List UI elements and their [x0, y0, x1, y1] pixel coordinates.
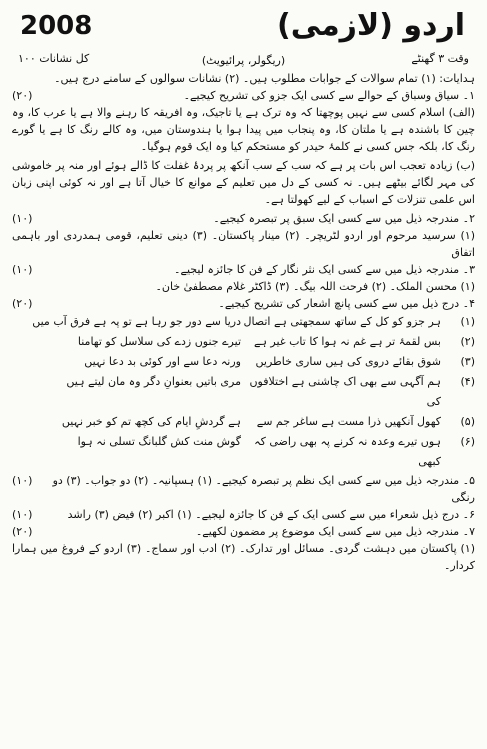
verse-number: (۱) — [460, 315, 475, 328]
verse-first-line: بس لقمۂ تر ہے غم نہ ہوا کا تاب غیر ہے — [254, 335, 441, 348]
verse-second-line: تیرے جنوں زدے کی سلاسل کو تھامنا — [77, 335, 241, 348]
verse-first-line: کھول آنکھیں ذرا مست ہے ساغر جم سے — [256, 415, 441, 428]
verse-number: (۶) — [460, 435, 475, 448]
verse-first-line: ہر جزو کو کل کے ساتھ سمجھتی ہے اتصال — [243, 315, 441, 328]
q4-marks: (۲۰) — [12, 297, 33, 310]
q5-heading — [12, 472, 475, 506]
q4-prompt: ۴۔ درج ذیل میں سے کسی پانچ اشعار کی تشریح کیجیے۔ — [218, 297, 475, 310]
instructions: ہدایات: (۱) تمام سوالات کے جوابات مطلوب ہیں۔ (۲) نشانات سوالوں کے سامنے درج ہیں۔ — [54, 72, 475, 85]
verse-first-line: شوق بقائے دروی کی ہیں ساری خاطریں — [255, 355, 441, 368]
verse-number: (۳) — [460, 355, 475, 368]
q2-heading — [12, 210, 475, 227]
verse-row — [12, 352, 475, 372]
q6-marks: (۱۰) — [12, 508, 33, 521]
q3-options: (۱) محسن الملک۔ (۲) فرحت اللہ بیگ۔ (۳) ڈاکٹر غلام مصطفیٰ خان۔ — [155, 280, 475, 293]
verse-number: (۵) — [460, 415, 475, 428]
q5-marks: (۱۰) — [12, 474, 33, 487]
q6-heading — [12, 506, 475, 523]
exam-type: (ریگولر، پرائیویٹ) — [201, 54, 286, 67]
q2-marks: (۱۰) — [12, 212, 33, 225]
q3-heading — [12, 261, 475, 278]
q1-passage-b: (ب) زیادہ تعجب اس بات پر ہے کہ سب کے سب آنکھ پر پردۂ غفلت کا ڈالے ہوئے اور منہ پر خاموشی کی مہر لگائے بیٹھے ہیں۔ نہ کسی کے دل میں تعلیم کے موانع کا خیال آتا ہے اور نہ کوئی اپنی زبان اس علمی تنزلات کے اسباب کے لیے کھولتا ہے۔ — [12, 159, 475, 206]
verse-number: (۴) — [460, 375, 475, 388]
verse-second-line: ورنہ دعا سے اور کوئی بد دعا نہیں — [84, 355, 241, 368]
verse-row — [12, 412, 475, 432]
verse-first-line: ہم آگہی سے بھی اک چاشنی ہے اختلافوں کی — [249, 375, 441, 408]
q3-marks: (۱۰) — [12, 263, 33, 276]
q1-marks: (۲۰) — [12, 89, 33, 102]
paper-meta — [12, 52, 475, 70]
q7-options: (۱) پاکستان میں دہشت گردی۔ مسائل اور تدارک۔ (۲) ادب اور سماج۔ (۳) اردو کے فروغ میں ہمارا کردار۔ — [12, 542, 475, 572]
verse-second-line: مری باتیں بعنوانِ دگر وہ مان لیتے ہیں — [66, 375, 241, 388]
paper-year: 2008 — [20, 11, 93, 41]
verse-row — [12, 372, 475, 412]
q5-text: ۵۔ مندرجہ ذیل میں سے کسی ایک نظم پر تبصرہ کیجیے۔ (۱) ہسپانیہ۔ (۲) دو جواب۔ (۳) دو رنگی — [52, 474, 475, 504]
verse-first-line: ہوں تیرے وعدہ نہ کرنے پہ بھی راضی کہ کبھی — [254, 435, 441, 468]
q7-prompt: ۷۔ مندرجہ ذیل میں سے کسی ایک موضوع پر مضمون لکھیے۔ — [195, 525, 475, 538]
verse-row — [12, 312, 475, 332]
q6-text: ۶۔ درج ذیل شعراء میں سے کسی ایک کے فن کا جائزہ لیجیے۔ (۱) اکبر (۲) فیض (۳) راشد — [67, 508, 475, 521]
q1-prompt: ۱۔ سیاق وسباق کے حوالے سے کسی ایک جزو کی تشریح کیجیے۔ — [183, 89, 475, 102]
verse-row — [12, 332, 475, 352]
q7-marks: (۲۰) — [12, 525, 33, 538]
q7-heading — [12, 523, 475, 540]
verse-second-line: گوش منت کش گلبانگ تسلی نہ ہوا — [77, 435, 241, 448]
paper-header — [12, 6, 475, 52]
total-marks: کل نشانات ۱۰۰ — [18, 52, 90, 65]
q1-passage-a: (الف) اسلام کسی سے نہیں پوچھتا کہ وہ ترک ہے یا تاجیک، وہ افریقہ کا رہنے والا ہے یا عرب کا، وہ چین کا باشندہ ہے یا ملتان کا، وہ پنجاب میں پیدا ہوا یا ہندوستان میں، وہ کالے رنگ کا ہے یا گورے رنگ کا، بلکہ جس کسی نے کلمۂ حیدر کو مستحکم کیا وہ ایک قوم ہوگیا۔ — [12, 106, 475, 153]
q1-heading — [12, 87, 475, 104]
q3-prompt: ۳۔ مندرجہ ذیل میں سے کسی ایک نثر نگار کے فن کا جائزہ لیجیے۔ — [174, 263, 475, 276]
verse-second-line: ہے گردشِ ایام کی کچھ تم کو خبر نہیں — [61, 415, 241, 428]
verse-second-line: دریا سے دور جو رہا ہے تو پہ ہے فرق آب میں — [32, 315, 241, 328]
q2-options: (۱) سرسید مرحوم اور اردو لٹریچر۔ (۲) مینار پاکستان۔ (۳) دینی تعلیم، قومی ہمدردی اور باہمی اتفاق — [12, 229, 475, 259]
verse-number: (۲) — [460, 335, 475, 348]
time-allowed: وقت ۳ گھنٹے — [411, 52, 469, 65]
paper-title: اردو (لازمی) — [277, 8, 465, 43]
verse-row — [12, 432, 475, 472]
q2-prompt: ۲۔ مندرجہ ذیل میں سے کسی ایک سبق پر تبصرہ کیجیے۔ — [213, 212, 475, 225]
q4-heading — [12, 295, 475, 312]
